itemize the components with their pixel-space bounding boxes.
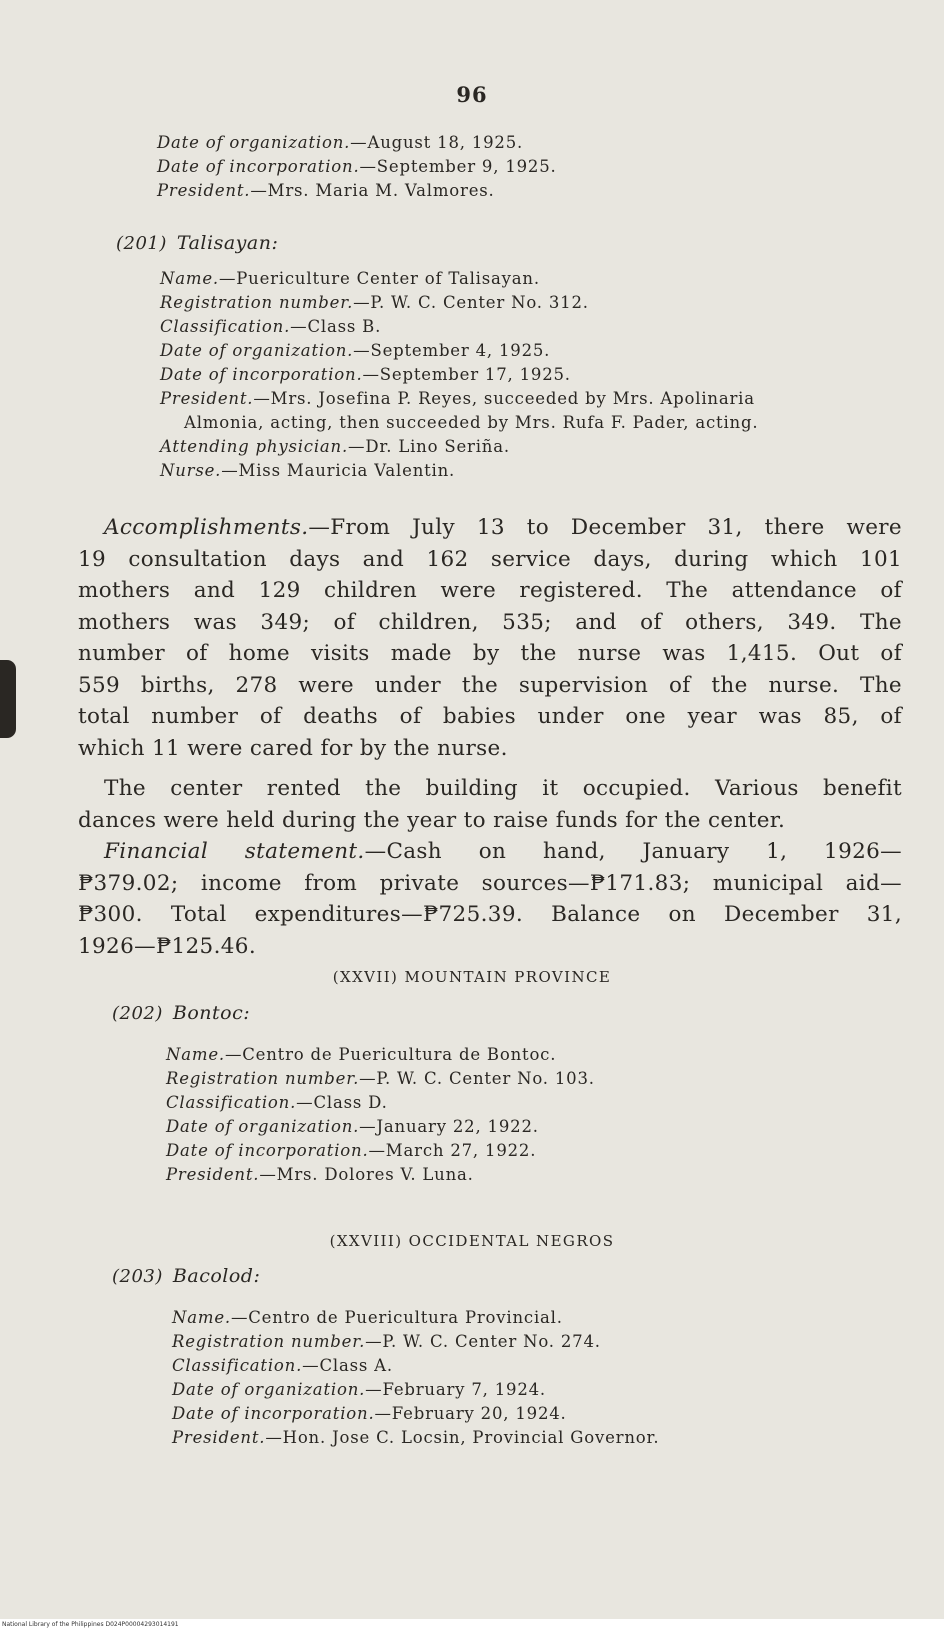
entry-line <box>172 1354 659 1378</box>
entry-line <box>160 291 758 315</box>
place-name: Talisayan: <box>176 232 279 254</box>
entry-value: —Dr. Lino Seriña. <box>348 437 510 456</box>
paragraph-lead: Financial statement. <box>104 839 365 864</box>
entry-line <box>166 1043 595 1067</box>
entry-line <box>157 155 557 179</box>
entry-line <box>160 435 758 459</box>
entry-label: Date of organization. <box>166 1117 360 1136</box>
province-heading-occidental-negros: (XXVIII) OCCIDENTAL NEGROS <box>329 1232 615 1250</box>
entry-value: —Miss Mauricia Valentin. <box>221 461 456 480</box>
entry-value: —Mrs. Dolores V. Luna. <box>259 1165 474 1184</box>
entry-value: —March 27, 1922. <box>368 1141 537 1160</box>
entry-value: —Class A. <box>302 1356 393 1375</box>
paragraph-line: ₱300. Total expenditures—₱725.39. Balance on December 31, <box>78 902 902 927</box>
entry-label: Date of incorporation. <box>160 365 363 384</box>
entry-label: Date of incorporation. <box>166 1141 369 1160</box>
section-heading-bontoc <box>112 1002 250 1024</box>
paragraph-line: total number of deaths of babies under one year was 85, of <box>78 704 902 729</box>
entry-label: Date of organization. <box>160 341 354 360</box>
section-heading-bacolod <box>112 1265 260 1287</box>
entry-value: —Centro de Puericultura Provincial. <box>230 1308 563 1327</box>
paragraph-text: —From July 13 to December 31, there were <box>308 515 902 540</box>
entry-number: (201) <box>116 233 167 254</box>
entry-value: —Class D. <box>296 1093 388 1112</box>
paragraph-line <box>78 836 902 868</box>
paragraph-lead: Accomplishments. <box>104 515 309 540</box>
footer-watermark: National Library of the Philippines D024P00004293014191 <box>2 1621 179 1628</box>
entry-line <box>157 131 557 155</box>
financial-paragraph <box>78 836 902 962</box>
province-heading-mountain-province: (XXVII) MOUNTAIN PROVINCE <box>332 968 612 986</box>
paragraph-line: The center rented the building it occupied. Various benefit <box>104 776 902 801</box>
entry-label: Classification. <box>160 317 291 336</box>
entry-line <box>160 339 758 363</box>
accomplishments-paragraph <box>78 512 902 764</box>
entry-label: Registration number. <box>172 1332 366 1351</box>
entry-value: —January 22, 1922. <box>359 1117 539 1136</box>
entry-value: —September 4, 1925. <box>353 341 551 360</box>
entry-label: Name. <box>166 1045 225 1064</box>
entry-line <box>172 1306 659 1330</box>
entry-value: —February 7, 1924. <box>365 1380 546 1399</box>
paragraph-line: 1926—₱125.46. <box>78 933 257 959</box>
paragraph-line <box>78 512 902 544</box>
entry-label: Nurse. <box>160 461 222 480</box>
paragraph-line: mothers was 349; of children, 535; and of others, 349. The <box>78 609 902 635</box>
entry-value: —Hon. Jose C. Locsin, Provincial Governor. <box>265 1428 660 1447</box>
entry-number: (203) <box>112 1266 163 1287</box>
entry-label: Classification. <box>166 1093 297 1112</box>
section-heading-talisayan <box>116 232 278 254</box>
entry-line <box>166 1067 595 1091</box>
entry-value: —P. W. C. Center No. 312. <box>353 293 589 312</box>
entry-label: Classification. <box>172 1356 303 1375</box>
entry-value: —September 17, 1925. <box>362 365 571 384</box>
entry-label: Name. <box>160 269 219 288</box>
entry-line <box>172 1402 659 1426</box>
entry-label: President. <box>160 389 254 408</box>
paragraph-text: —Cash on hand, January 1, 1926— <box>364 839 902 864</box>
intro-entry-list <box>157 131 557 203</box>
paragraph-line: dances were held during the year to raise funds for the center. <box>78 807 786 833</box>
paragraph-line: 559 births, 278 were under the supervision of the nurse. The <box>78 672 902 698</box>
entry-label: Registration number. <box>160 293 354 312</box>
entry-value: —Mrs. Maria M. Valmores. <box>250 181 495 200</box>
entry-line <box>172 1378 659 1402</box>
entry-value: —September 9, 1925. <box>359 157 557 176</box>
entry-value: —Centro de Puericultura de Bontoc. <box>224 1045 557 1064</box>
entry-number: (202) <box>112 1003 163 1024</box>
entry-line <box>166 1163 595 1187</box>
entry-line <box>166 1115 595 1139</box>
entry-label: Name. <box>172 1308 231 1327</box>
binding-edge-mark <box>0 660 16 738</box>
entry-label: President. <box>166 1165 260 1184</box>
entry-value: —P. W. C. Center No. 103. <box>359 1069 595 1088</box>
entry-line <box>166 1139 595 1163</box>
paragraph-line: mothers and 129 children were registered. The attendance of <box>78 578 902 603</box>
building-paragraph <box>78 773 902 836</box>
entry-value: —Class B. <box>290 317 382 336</box>
paragraph-line: number of home visits made by the nurse was 1,415. Out of <box>78 641 902 666</box>
entry-value: —Puericulture Center of Talisayan. <box>218 269 540 288</box>
entry-continuation: Almonia, acting, then succeeded by Mrs. Rufa F. Pader, acting. <box>184 413 759 432</box>
paragraph-line: ₱379.02; income from private sources—₱171.83; municipal aid— <box>78 870 902 896</box>
entry-label: Date of organization. <box>157 133 351 152</box>
entry-line <box>160 459 758 483</box>
bacolod-entry-list <box>172 1306 659 1450</box>
entry-line <box>157 179 557 203</box>
entry-line <box>160 363 758 387</box>
entry-value: —February 20, 1924. <box>374 1404 567 1423</box>
entry-line <box>166 1091 595 1115</box>
entry-line <box>160 267 758 291</box>
bontoc-entry-list <box>166 1043 595 1187</box>
footer-strip <box>0 1619 944 1629</box>
talisayan-entry-list <box>160 267 758 483</box>
entry-value: —P. W. C. Center No. 274. <box>365 1332 601 1351</box>
paragraph-line: which 11 were cared for by the nurse. <box>78 735 508 761</box>
entry-line <box>160 315 758 339</box>
place-name: Bacolod: <box>172 1265 261 1287</box>
entry-label: President. <box>157 181 251 200</box>
place-name: Bontoc: <box>172 1002 251 1024</box>
entry-line <box>172 1330 659 1354</box>
paragraph-line: 19 consultation days and 162 service days, during which 101 <box>78 546 902 572</box>
entry-label: Attending physician. <box>160 437 349 456</box>
entry-value: —Mrs. Josefina P. Reyes, succeeded by Mrs. Apolinaria <box>253 389 755 408</box>
page-number: 96 <box>456 82 488 107</box>
entry-line <box>160 387 758 411</box>
entry-label: Date of incorporation. <box>172 1404 375 1423</box>
entry-value: —August 18, 1925. <box>350 133 524 152</box>
entry-line <box>172 1426 659 1450</box>
entry-label: Date of organization. <box>172 1380 366 1399</box>
entry-label: Date of incorporation. <box>157 157 360 176</box>
entry-label: President. <box>172 1428 266 1447</box>
entry-label: Registration number. <box>166 1069 360 1088</box>
